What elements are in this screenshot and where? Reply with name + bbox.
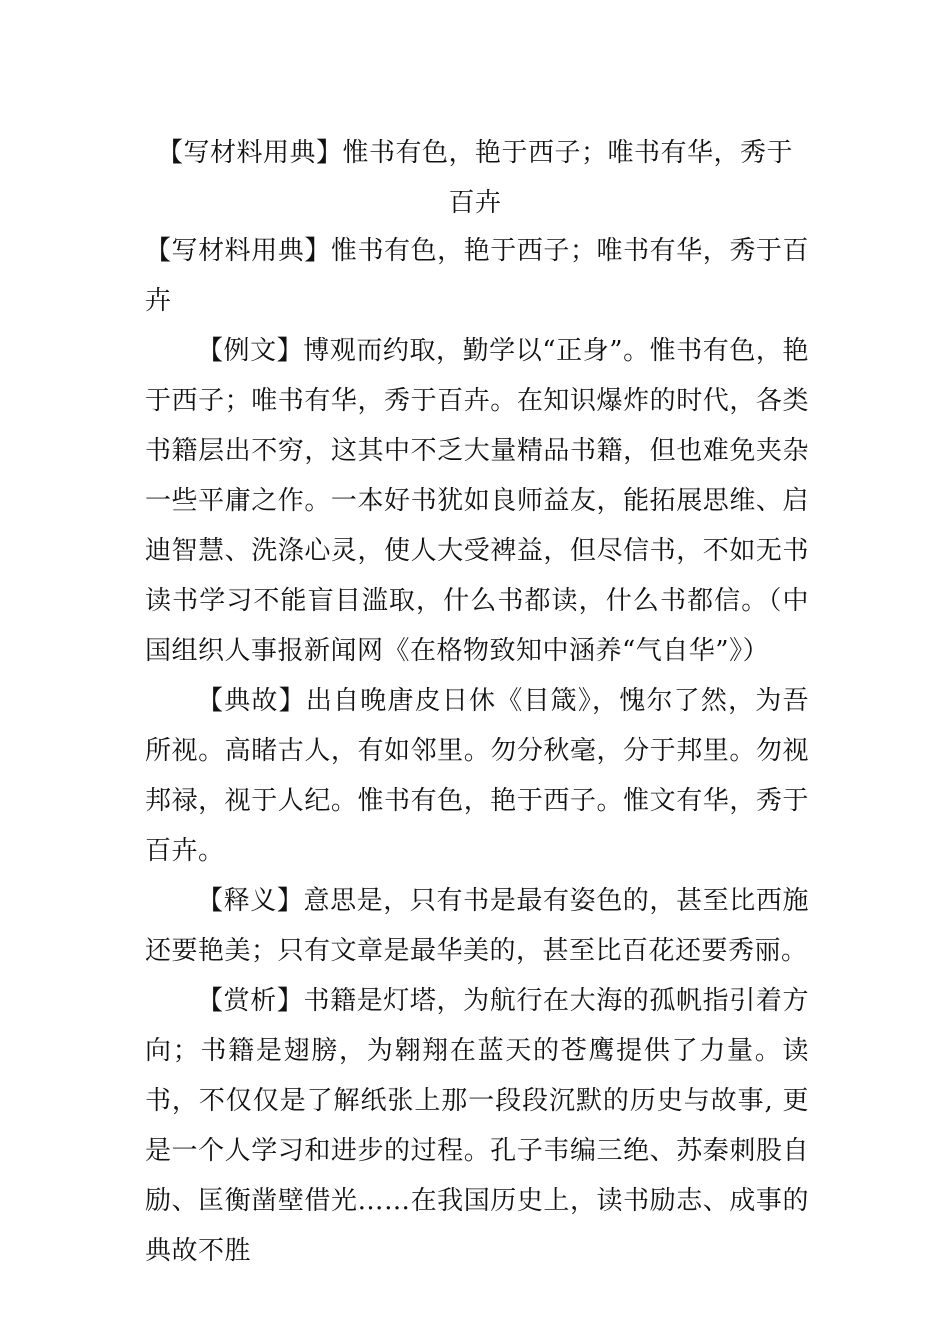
example-paragraph: 【例文】博观而约取，勤学以“正身”。惟书有色，艳于西子；唯书有华，秀于百卉。在知识爆炸的时代，各类书籍层出不穷，这其中不乏大量精品书籍，但也难免夹杂一些平庸之作。一本好书犹如良师益友，能拓展思维、启迪智慧、洗涤心灵，使人大受裨益，但尽信书，不如无书读书学习不能盲目滥取，什么书都读，什么书都信。（中国组织人事报新闻网《在格物致知中涵养“气自华”》） [145, 336, 809, 666]
heading-paragraph: 【写材料用典】惟书有色，艳于西子；唯书有华，秀于百卉 [145, 236, 809, 316]
allusion-paragraph: 【典故】出自晚唐皮日休《目箴》，愧尔了然，为吾所视。高睹古人，有如邻里。勿分秋毫，分于邦里。勿视邦禄，视于人纪。惟书有色，艳于西子。惟文有华，秀于百卉。 [145, 686, 809, 866]
document-title: 【写材料用典】惟书有色，艳于西子；唯书有华，秀于百卉 [156, 138, 793, 218]
appreciation-paragraph: 【赏析】书籍是灯塔，为航行在大海的孤帆指引着方向；书籍是翅膀，为翱翔在蓝天的苍鹰提供了力量。读书，不仅仅是了解纸张上那一段段沉默的历史与故事, 更是一个人学习和进步的过程。孔子韦编三绝、苏秦刺股自励、匡衡凿壁借光……在我国历史上，读书励志、成事的典故不胜 [145, 986, 809, 1266]
meaning-paragraph: 【释义】意思是，只有书是最有姿色的，甚至比西施还要艳美；只有文章是最华美的，甚至比百花还要秀丽。 [145, 886, 809, 966]
document-body [145, 226, 809, 1276]
